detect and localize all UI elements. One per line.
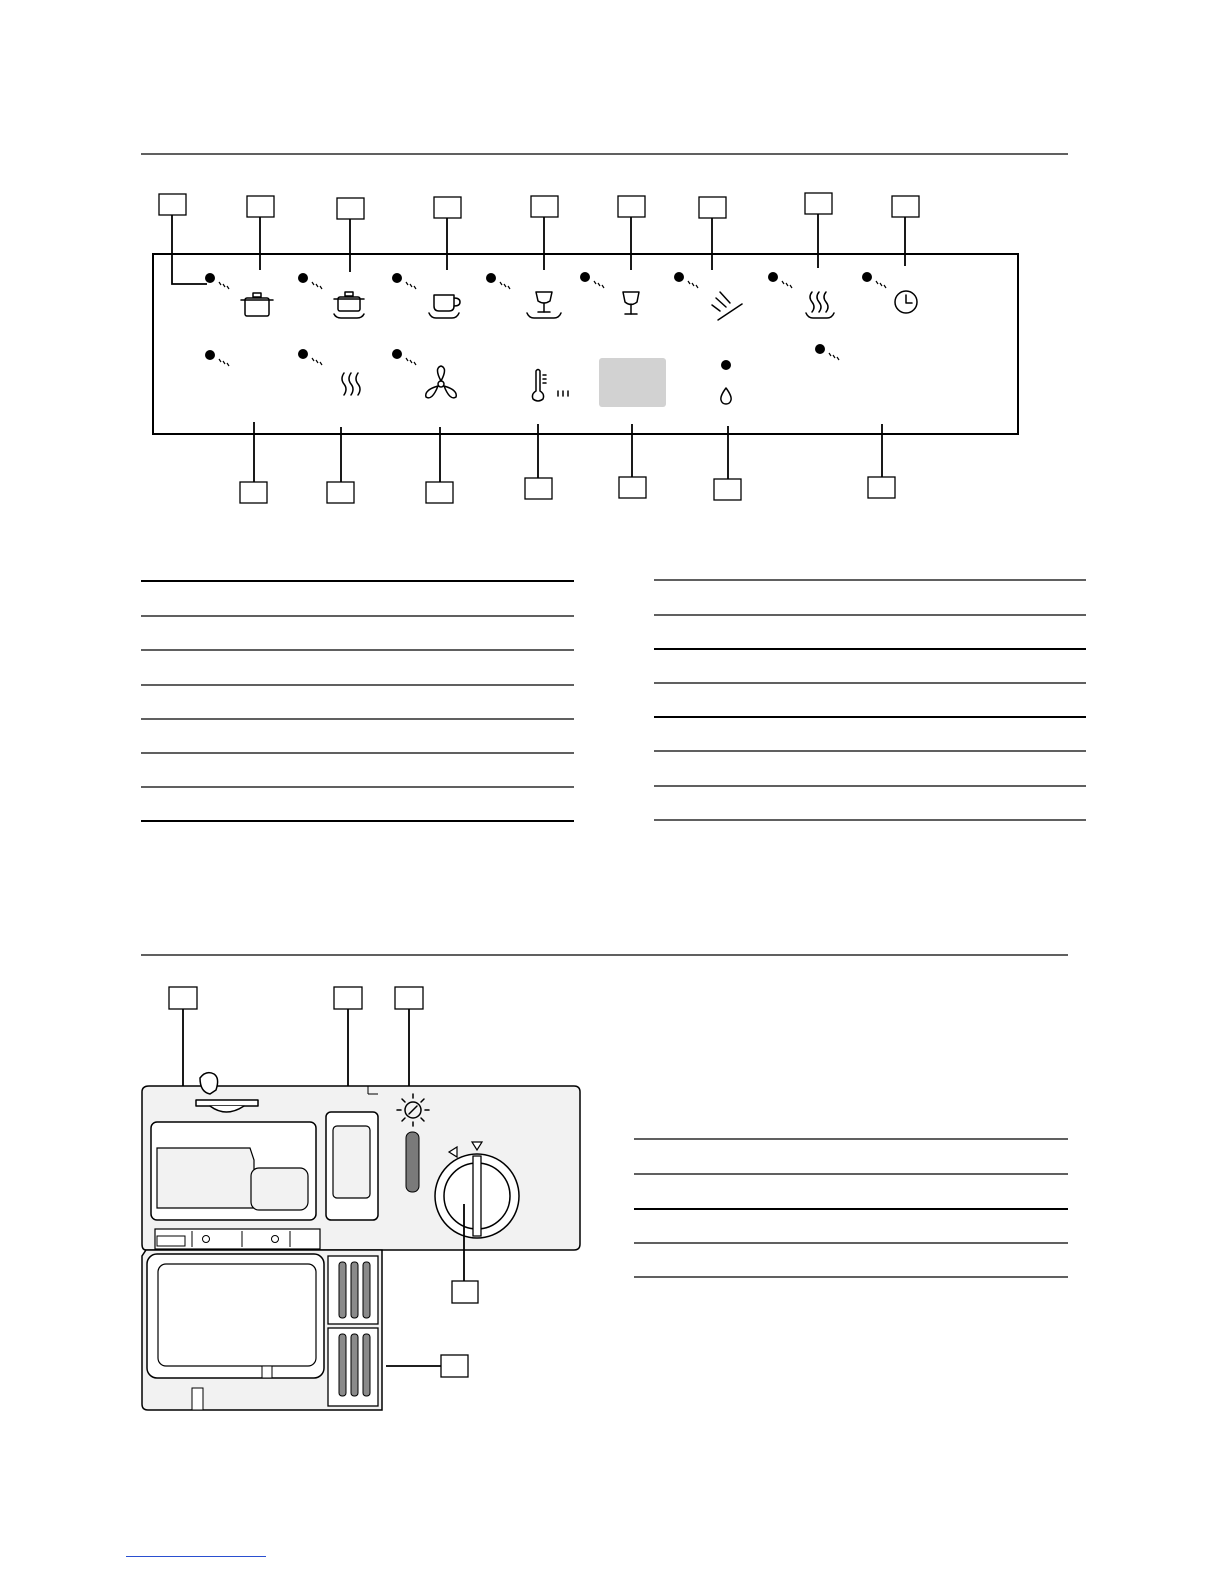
footer-link-underline[interactable] (126, 1556, 266, 1557)
legend-table-right (654, 580, 1086, 820)
rinse-aid-reservoir (328, 1256, 378, 1406)
control-panel (153, 193, 1018, 503)
callout-bottom-4 (525, 424, 552, 499)
hinge-strip (155, 1229, 320, 1249)
rinse-aid-level-slot (406, 1132, 419, 1192)
legend-table-left (141, 581, 574, 821)
callout-bottom-5 (619, 424, 646, 498)
display-window (599, 358, 666, 407)
dispenser-diagram (142, 987, 580, 1410)
callout-dispenser-3 (395, 987, 423, 1086)
detergent-compartment[interactable] (151, 1122, 316, 1220)
led-bottom-rinse (721, 360, 731, 370)
callout-bottom-6 (714, 426, 741, 500)
callout-dispenser-5 (386, 1355, 468, 1377)
rinse-aid-window (326, 1112, 378, 1220)
callout-bottom-7 (868, 424, 895, 498)
callout-bottom-3 (426, 427, 453, 503)
dispenser-legend-table (634, 1139, 1068, 1277)
callout-bottom-2 (327, 427, 354, 503)
